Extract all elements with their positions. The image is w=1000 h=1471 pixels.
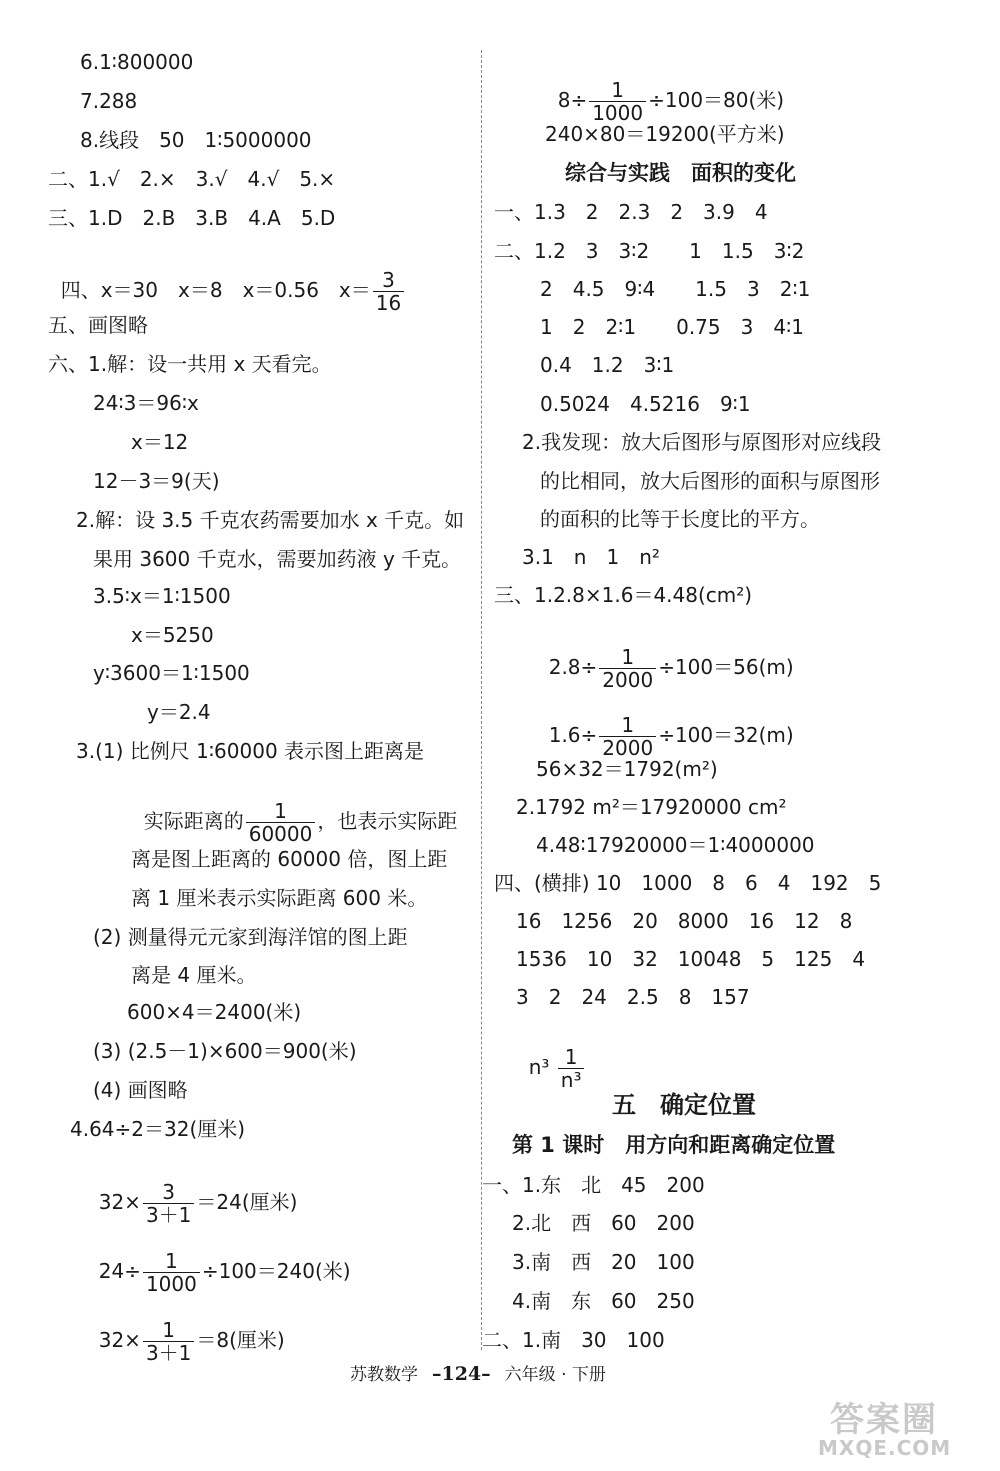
answer-line: 二、1.√ 2.× 3.√ 4.√ 5.×	[48, 167, 336, 191]
answer-line: 离是 4 厘米。	[131, 963, 257, 987]
answer-line-fraction: 实际距离的 $\frac{1}{60000}$ ，也表示实际距	[143, 799, 458, 846]
answer-line-fraction: 四、x＝30 x＝8 x＝0.56 x＝ $\frac{3}{16}$	[48, 245, 406, 314]
answer-line-fraction: 32× $\frac{1}{3+1}$ ＝8(厘米)	[98, 1318, 285, 1365]
answer-line: 1536 10 32 10048 5 125 4	[516, 947, 866, 971]
answer-line: y＝2.4	[147, 700, 211, 724]
answer-line: 24∶3＝96∶x	[93, 391, 199, 415]
answer-line: 3 2 24 2.5 8 157	[516, 985, 750, 1009]
answer-line: (2) 测量得元元家到海洋馆的图上距	[93, 925, 408, 949]
answer-line-fraction: 8÷ $\frac{1}{1000}$ ÷100＝80(米)	[557, 78, 785, 125]
answer-line: 二、1.南 30 100	[482, 1328, 665, 1352]
answer-line: 的面积的比等于长度比的平方。	[540, 507, 820, 531]
fraction: $\frac{1}{1000}$	[143, 1250, 200, 1295]
answer-line: 3.(1) 比例尺 1∶60000 表示图上距离是	[76, 739, 425, 763]
answer-line: 3.5∶x＝1∶1500	[93, 584, 231, 608]
answer-line: 2.北 西 60 200	[512, 1211, 695, 1235]
book-title: 苏教数学	[350, 1365, 418, 1385]
lesson-heading: 第 1 课时 用方向和距离确定位置	[512, 1133, 836, 1157]
answer-line: 600×4＝2400(米)	[127, 1000, 302, 1024]
answer-line: 240×80＝19200(平方米)	[545, 122, 785, 146]
watermark-logo: 答案圈	[830, 1400, 938, 1440]
answer-line: 2.我发现：放大后图形与原图形对应线段	[522, 430, 882, 454]
answer-line: 2 4.5 9∶4 1.5 3 2∶1	[540, 277, 811, 301]
answer-line: 一、1.东 北 45 200	[482, 1173, 705, 1197]
answer-line-fraction: 2.8÷ $\frac{1}{2000}$ ÷100＝56(m)	[548, 645, 794, 692]
answer-line: 离 1 厘米表示实际距离 600 米。	[131, 886, 428, 910]
answer-line: 3.南 西 20 100	[512, 1250, 695, 1274]
answer-line: 二、1.2 3 3∶2 1 1.5 3∶2	[494, 239, 805, 263]
answer-line: 0.5024 4.5216 9∶1	[540, 392, 751, 416]
fraction: $\frac{1}{2000}$	[599, 646, 656, 691]
column-divider	[481, 50, 482, 1350]
answer-line: 2.解：设 3.5 千克农药需要加水 x 千克。如	[76, 508, 465, 532]
answer-line: 2.1792 m²＝17920000 cm²	[516, 795, 787, 819]
answer-line-fraction: 32× $\frac{3}{3+1}$ ＝24(厘米)	[98, 1180, 298, 1227]
answer-line: 8.线段 50 1∶5000000	[80, 128, 312, 152]
fraction: $\frac{1}{2000}$	[599, 714, 656, 759]
fraction: $\frac{1}{3+1}$	[143, 1319, 194, 1364]
answer-line: 4.南 东 60 250	[512, 1289, 695, 1313]
answer-line: 一、1.3 2 2.3 2 3.9 4	[494, 200, 768, 224]
answer-line: 四、(横排) 10 1000 8 6 4 192 5	[494, 871, 882, 895]
chapter-heading: 五 确定位置	[612, 1091, 756, 1119]
answer-line: (3) (2.5－1)×600＝900(米)	[93, 1039, 357, 1063]
answer-line: 三、1.2.8×1.6＝4.48(cm²)	[494, 583, 753, 607]
answer-line: (4) 画图略	[93, 1078, 188, 1102]
answer-line: 1 2 2∶1 0.75 3 4∶1	[540, 315, 805, 339]
answer-line: 16 1256 20 8000 16 12 8	[516, 909, 853, 933]
fraction: $\frac{1}{1000}$	[589, 79, 646, 124]
fraction: $\frac{1}{60000}$	[246, 800, 316, 845]
fraction: $\frac{1}{\text{n³}}$	[558, 1046, 585, 1091]
answer-line: 三、1.D 2.B 3.B 4.A 5.D	[48, 206, 336, 230]
answer-line-fraction: 24÷ $\frac{1}{1000}$ ÷100＝240(米)	[98, 1249, 351, 1296]
answer-line: 4.48∶17920000＝1∶4000000	[536, 833, 815, 857]
answer-line: 3.1 n 1 n²	[522, 545, 660, 569]
answer-line: 五、画图略	[48, 313, 148, 337]
answer-line: 6.1∶800000	[80, 50, 194, 74]
answer-line: 12－3＝9(天)	[93, 469, 220, 493]
answer-line-fraction: 1.6÷ $\frac{1}{2000}$ ÷100＝32(m)	[548, 713, 794, 760]
fraction: $\frac{3}{3+1}$	[143, 1181, 194, 1226]
answer-line: 4.64÷2＝32(厘米)	[70, 1117, 246, 1141]
answer-line-fraction: n³ $\frac{1}{\text{n³}}$	[516, 1022, 586, 1091]
grade-label: 六年级 · 下册	[504, 1365, 606, 1385]
watermark-url: MXQE.COM	[818, 1436, 952, 1460]
answer-line: 0.4 1.2 3∶1	[540, 353, 675, 377]
fraction: $\frac{3}{16}$	[373, 269, 404, 314]
page-footer	[350, 1360, 606, 1385]
answer-line: 果用 3600 千克水，需要加药液 y 千克。	[93, 547, 462, 571]
answer-line: 的比相同，放大后图形的面积与原图形	[540, 469, 880, 493]
answer-line: x＝5250	[131, 623, 214, 647]
answer-line: x＝12	[131, 430, 189, 454]
answer-line: y∶3600＝1∶1500	[93, 661, 250, 685]
page-number: –124–	[432, 1363, 491, 1385]
answer-line: 7.288	[80, 89, 138, 113]
section-title: 综合与实践 面积的变化	[565, 161, 796, 185]
answer-line: 56×32＝1792(m²)	[536, 757, 718, 781]
answer-line: 离是图上距离的 60000 倍，图上距	[131, 847, 448, 871]
answer-line: 六、1.解：设一共用 x 天看完。	[48, 352, 332, 376]
